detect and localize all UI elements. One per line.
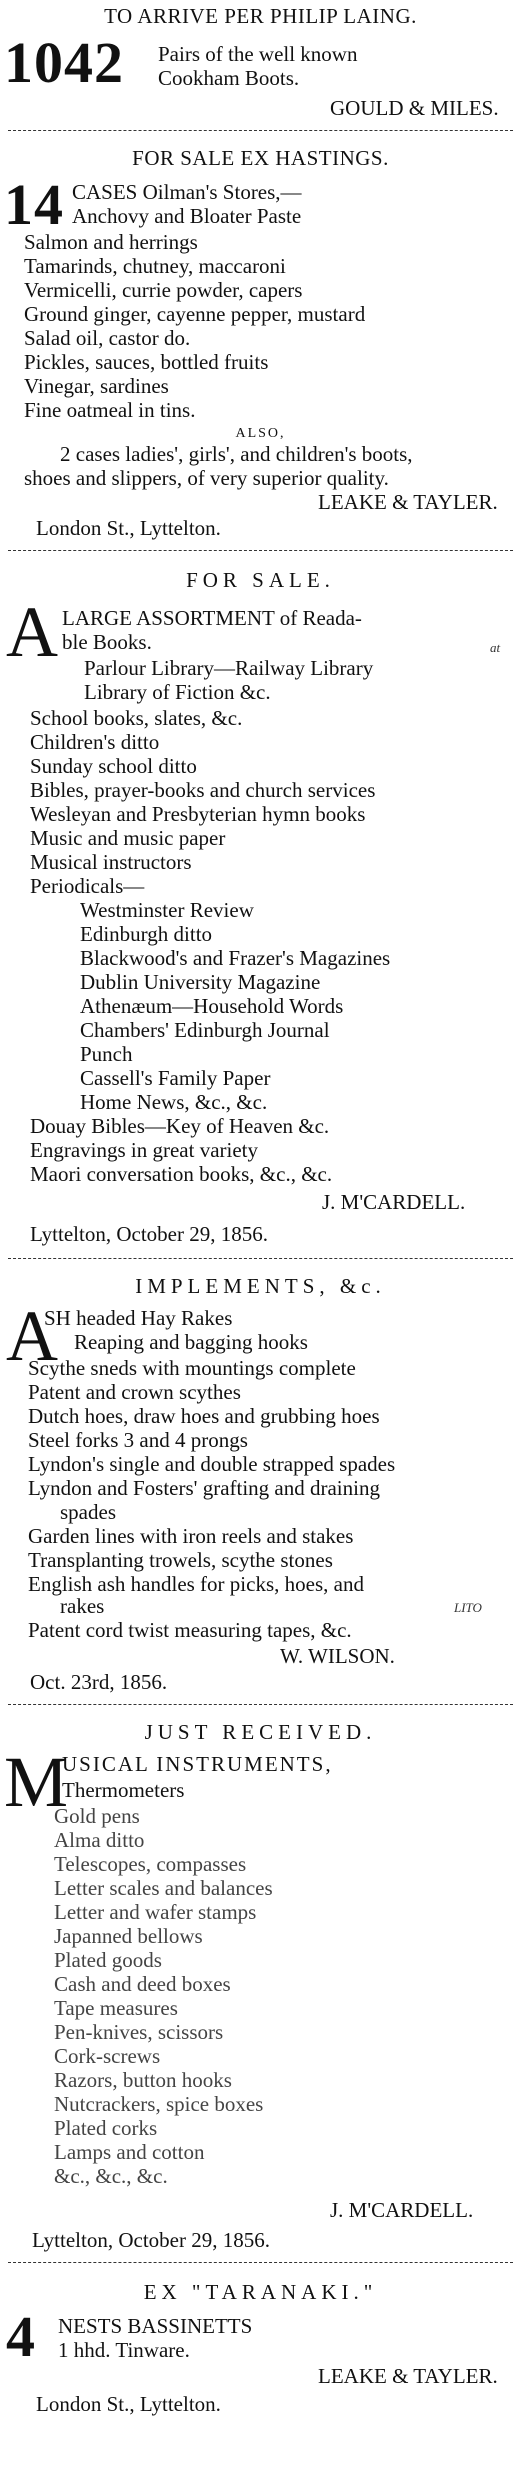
list-item: Lyndon and Fosters' grafting and draining	[28, 1476, 380, 1500]
list-item: Pickles, sauces, bottled fruits	[24, 350, 269, 374]
ad4-stray-mark: LITO	[454, 1600, 482, 1615]
ad2-also-line2: shoes and slippers, of very superior quality.	[24, 466, 389, 490]
list-item: English ash handles for picks, hoes, and	[28, 1572, 364, 1596]
list-item: Salmon and herrings	[24, 230, 198, 254]
periodical-item: Athenæum—Household Words	[80, 994, 344, 1018]
list-item: Pen-knives, scissors	[54, 2020, 224, 2044]
ad4-date: Oct. 23rd, 1856.	[30, 1670, 168, 1694]
list-item: Ground ginger, cayenne pepper, mustard	[24, 302, 366, 326]
ad4-heading: IMPLEMENTS, &c.	[135, 1274, 386, 1298]
ad4-line1: SH headed Hay Rakes	[44, 1306, 233, 1330]
ad2-line1: CASES Oilman's Stores,—	[72, 180, 302, 204]
periodical-item: Dublin University Magazine	[80, 970, 321, 994]
periodical-item: Punch	[80, 1042, 133, 1066]
list-item: Japanned bellows	[54, 1924, 203, 1948]
ad3-date: Lyttelton, October 29, 1856.	[30, 1222, 268, 1246]
list-item: Nutcrackers, spice boxes	[54, 2092, 264, 2116]
ad3-line1: LARGE ASSORTMENT of Reada-	[62, 606, 362, 630]
ad2-also: ALSO,	[235, 426, 286, 441]
ad5-heading: JUST RECEIVED.	[144, 1720, 377, 1744]
list-item: Music and music paper	[30, 826, 226, 850]
list-item: Wesleyan and Presbyterian hymn books	[30, 802, 366, 826]
ad6-signature: LEAKE & TAYLER.	[318, 2364, 498, 2388]
list-item: Tamarinds, chutney, maccaroni	[24, 254, 286, 278]
list-item: Vermicelli, currie powder, capers	[24, 278, 303, 302]
ad2-number: 14	[4, 172, 64, 237]
ad2-address: London St., Lyttelton.	[36, 516, 221, 540]
ad2-also-line1: 2 cases ladies', girls', and children's boots,	[60, 442, 413, 466]
ad2-heading: FOR SALE EX HASTINGS.	[132, 146, 389, 170]
ad1-signature: GOULD & MILES.	[330, 96, 499, 120]
ad3-line3: Parlour Library—Railway Library	[84, 656, 374, 680]
list-item: Maori conversation books, &c., &c.	[30, 1162, 333, 1186]
list-item: Patent cord twist measuring tapes, &c.	[28, 1618, 352, 1642]
list-item: Telescopes, compasses	[54, 1852, 247, 1876]
list-item: Cork-screws	[54, 2044, 161, 2068]
list-item: &c., &c., &c.	[54, 2164, 168, 2188]
list-item: Patent and crown scythes	[28, 1380, 241, 1404]
list-item: Fine oatmeal in tins.	[24, 398, 196, 422]
list-item: Lamps and cotton	[54, 2140, 205, 2164]
list-item: Steel forks 3 and 4 prongs	[28, 1428, 248, 1452]
ad6-address: London St., Lyttelton.	[36, 2392, 221, 2416]
ad5-line1: USICAL INSTRUMENTS,	[62, 1752, 333, 1776]
list-item: Letter and wafer stamps	[54, 1900, 257, 1924]
ad3-line4: Library of Fiction &c.	[84, 680, 271, 704]
list-item: rakes	[60, 1594, 105, 1618]
periodical-item: Edinburgh ditto	[80, 922, 213, 946]
list-item: Letter scales and balances	[54, 1876, 273, 1900]
ad4-signature: W. WILSON.	[280, 1644, 395, 1668]
ad6-number: 4	[6, 2304, 36, 2369]
list-item: Musical instructors	[30, 850, 192, 874]
list-item: Dutch hoes, draw hoes and grubbing hoes	[28, 1404, 380, 1428]
ad5-line2: Thermometers	[62, 1778, 185, 1802]
divider	[8, 130, 513, 131]
list-item: Bibles, prayer-books and church services	[30, 778, 376, 802]
ad3-stray-mark: at	[490, 640, 501, 655]
list-item: Children's ditto	[30, 730, 160, 754]
list-item: Periodicals—	[30, 874, 145, 898]
list-item: Transplanting trowels, scythe stones	[28, 1548, 333, 1572]
list-item: Scythe sneds with mountings complete	[28, 1356, 356, 1380]
ad5-initial: M	[4, 1742, 69, 1822]
ad5-signature: J. M'CARDELL.	[330, 2198, 474, 2222]
ad1-line2: Cookham Boots.	[158, 66, 300, 90]
divider	[8, 2262, 513, 2263]
list-item: spades	[60, 1500, 116, 1524]
ad6-line1: NESTS BASSINETTS	[58, 2314, 253, 2338]
ad5-date: Lyttelton, October 29, 1856.	[32, 2228, 270, 2252]
list-item: Cash and deed boxes	[54, 1972, 231, 1996]
list-item: Lyndon's single and double strapped spades	[28, 1452, 396, 1476]
divider	[8, 1258, 513, 1259]
periodical-item: Home News, &c., &c.	[80, 1090, 268, 1114]
ad3-initial: A	[6, 592, 58, 672]
list-item: Vinegar, sardines	[24, 374, 169, 398]
ad4-initial: A	[6, 1296, 58, 1376]
ad6-line2: 1 hhd. Tinware.	[58, 2338, 190, 2362]
list-item: Engravings in great variety	[30, 1138, 259, 1162]
list-item: Alma ditto	[54, 1828, 145, 1852]
ad1-line1: Pairs of the well known	[158, 42, 358, 66]
ad3-line2: ble Books.	[62, 630, 152, 654]
divider	[8, 550, 513, 551]
list-item: Plated goods	[54, 1948, 162, 1972]
ad4-line2: Reaping and bagging hooks	[74, 1330, 308, 1354]
ad6-heading: EX "TARANAKI."	[143, 2280, 378, 2304]
ad3-heading: FOR SALE.	[186, 568, 335, 592]
periodical-item: Westminster Review	[80, 898, 254, 922]
list-item: Razors, button hooks	[54, 2068, 232, 2092]
ad3-signature: J. M'CARDELL.	[322, 1190, 466, 1214]
ad1-heading: TO ARRIVE PER PHILIP LAING.	[104, 4, 417, 28]
list-item: Gold pens	[54, 1804, 140, 1828]
periodical-item: Chambers' Edinburgh Journal	[80, 1018, 330, 1042]
list-item: Salad oil, castor do.	[24, 326, 191, 350]
list-item: School books, slates, &c.	[30, 706, 243, 730]
list-item: Tape measures	[54, 1996, 178, 2020]
list-item: Douay Bibles—Key of Heaven &c.	[30, 1114, 330, 1138]
list-item: Plated corks	[54, 2116, 158, 2140]
ad2-signature: LEAKE & TAYLER.	[318, 490, 498, 514]
periodical-item: Blackwood's and Frazer's Magazines	[80, 946, 391, 970]
periodical-item: Cassell's Family Paper	[80, 1066, 271, 1090]
list-item: Sunday school ditto	[30, 754, 197, 778]
list-item: Garden lines with iron reels and stakes	[28, 1524, 354, 1548]
ad2-line2: Anchovy and Bloater Paste	[72, 204, 302, 228]
divider	[8, 1704, 513, 1705]
ad1-number: 1042	[4, 30, 124, 95]
